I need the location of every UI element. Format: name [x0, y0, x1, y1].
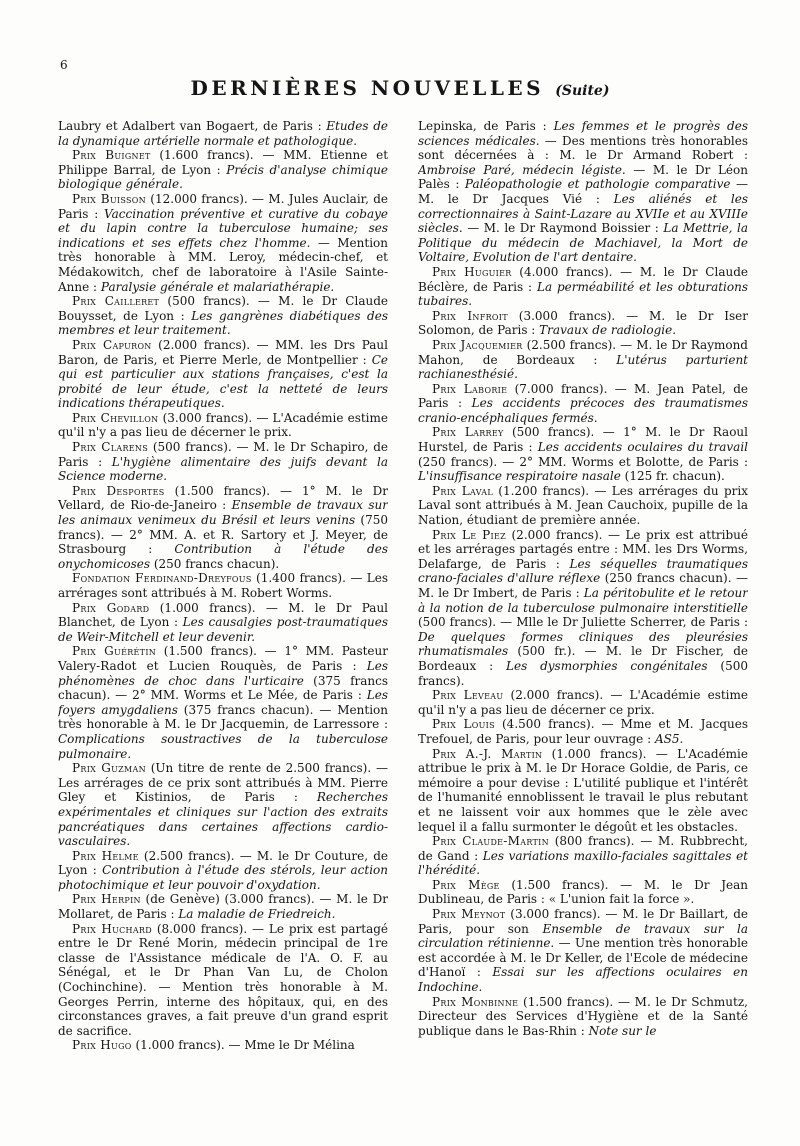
body-text: (500 francs). — M. le Dr Claude Bouysset, de Lyon : — [58, 294, 388, 323]
prize-name: Prix Guérétin — [72, 644, 157, 659]
article-columns — [58, 119, 748, 1134]
page-number: 6 — [60, 58, 68, 72]
prize-name: Prix Louis — [432, 717, 495, 732]
article-paragraph — [418, 309, 748, 338]
body-text: (7.000 francs). — M. Jean Patel, de Paris : — [418, 381, 748, 411]
body-text: (750 francs). — 2° MM. A. et R. Sartory et J. Meyer, de Strasbourg : — [58, 513, 388, 557]
work-title: Les variations maxillo-faciales sagittales et l'hérédité. — [418, 848, 748, 878]
work-title: Ensemble de travaux sur les animaux venimeux du Brésil et leurs venins — [58, 498, 388, 528]
body-text: (de Genève) (3.000 francs). — M. le Dr Mollaret, de Paris : — [58, 892, 388, 922]
body-text: (1.500 francs). — M. le Dr Schmutz, Directeur des Services d'Hygiène et de la Santé publique dans le Bas-Rhin : — [418, 994, 748, 1038]
prize-name: Prix Huguier — [432, 264, 512, 279]
body-text: — Des mentions très honorables sont décernées à : M. le Dr Armand Robert : — [418, 133, 748, 163]
body-text: (1.000 francs). — M. le Dr Paul Blanchet, de Lyon : — [58, 600, 388, 630]
prize-name: Prix Buignet — [72, 148, 151, 163]
work-title: Vaccination préventive et curative du cobaye et du lapin contre la tuberculose humaine; ses indications et ses effets chez l'homme. — [58, 206, 388, 250]
prize-name: Prix Laval — [432, 483, 493, 498]
body-text: (375 francs chacun). — Mention très honorable à M. le Dr Jacquemin, de Larressore : — [58, 702, 388, 732]
body-text: (Un titre de rente de 2.500 francs). — Les arrérages de ce prix sont attribués à MM. Pierre Gley et Kistinios, de Paris : — [58, 761, 388, 805]
body-text: (1.000 francs). — Mme le Dr Mélina — [131, 1038, 355, 1053]
work-title: Paléopathologie et pathologie comparative — [464, 177, 731, 192]
prize-name: Prix A.-J. Martin — [432, 746, 543, 761]
prize-name: Prix Claude-Martin — [432, 834, 549, 849]
body-text: (800 francs). — M. Rubbrecht, de Gand : — [418, 834, 748, 863]
prize-name: Prix Meynot — [432, 907, 506, 922]
article-paragraph — [58, 761, 388, 849]
article-paragraph — [58, 484, 388, 572]
work-title: Complications soustractives de la tuberculose pulmonaire. — [58, 731, 388, 761]
body-text: (500 francs). — 1° M. le Dr Raoul Hurstel, de Paris : — [418, 425, 748, 455]
article-paragraph — [58, 338, 388, 411]
article-paragraph — [58, 411, 388, 440]
left-column — [58, 119, 388, 1134]
body-text: (500 francs). — Mlle le Dr Juliette Scherrer, de Paris : — [418, 615, 748, 630]
work-title: Les séquelles traumatiques crano-faciales d'allure réflexe — [418, 556, 748, 586]
work-title: Recherches expérimentales et cliniques sur l'action des extraits pancréatiques dans certaines affections cardio-vasculaires. — [58, 790, 388, 849]
article-paragraph — [418, 688, 748, 717]
prize-name: Prix Godard — [72, 600, 150, 615]
article-paragraph — [58, 192, 388, 294]
body-text: (2.500 francs). — M. le Dr Raymond Mahon, de Bordeaux : — [418, 337, 748, 367]
prize-name: Prix Laborie — [432, 381, 508, 396]
body-text: Laubry et Adalbert van Bogaert, de Paris : — [58, 119, 327, 133]
prize-name: Prix Leveau — [432, 688, 504, 703]
work-title: Etudes de la dynamique artérielle normale et pathologique. — [58, 119, 388, 148]
body-text: (500 francs). — M. le Dr Schapiro, de Paris : — [58, 440, 388, 469]
prize-name: Prix Infroit — [432, 308, 508, 323]
work-title: Paralysie générale et malariathérapie. — [100, 279, 335, 294]
article-paragraph — [418, 717, 748, 746]
section-subtitle: (Suite) — [555, 83, 610, 99]
article-paragraph — [58, 119, 388, 148]
article-paragraph — [58, 849, 388, 893]
article-paragraph — [58, 440, 388, 484]
body-text: — M. le Dr Léon Palès : — [418, 162, 748, 192]
work-title: Travaux de radiologie. — [539, 323, 677, 338]
work-title: La perméabilité et les obturations tubaires. — [418, 279, 748, 309]
body-text: (3.000 francs). — L'Académie estime qu'il n'y a pas lieu de décerner le prix. — [58, 410, 388, 440]
prize-name: Fondation Ferdinand-Dreyfous — [72, 571, 252, 586]
body-text: (1.400 francs). — Les arrérages sont attribués à M. Robert Worms. — [58, 571, 388, 600]
work-title: Ambroise Paré, médecin légiste. — [418, 162, 626, 177]
work-title: Les phénomènes de choc dans l'urticaire — [58, 658, 388, 688]
work-title: L'hygiène alimentaire des juifs devant la Science moderne. — [58, 454, 388, 484]
work-title: La péritobulite et le retour à la notion de la tuberculose pulmonaire interstitielle — [418, 586, 748, 615]
article-paragraph — [58, 294, 388, 338]
work-title: Essai sur les affections oculaires en Indochine. — [418, 965, 748, 995]
body-text: (1.500 francs). — 1° MM. Pasteur Valery-Radot et Lucien Rouquès, de Paris : — [58, 644, 388, 673]
body-text: (250 francs). — 2° MM. Worms et Bolotte, de Paris : — [418, 454, 748, 469]
article-paragraph — [58, 571, 388, 600]
prize-name: Prix Capuron — [72, 337, 152, 352]
prize-name: Prix Hugo — [72, 1038, 132, 1053]
work-title: De quelques formes cliniques des pleurésies rhumatismales — [418, 629, 748, 659]
work-title: La Mettrie, la Politique du médecin de Machiavel, la Mort de Voltaire, Evolution de l'art dentaire. — [418, 221, 748, 265]
article-paragraph — [418, 834, 748, 878]
work-title: Note sur le — [588, 1023, 657, 1038]
body-text: (1.000 francs). — L'Académie attribue le prix à M. le Dr Horace Goldie, de Paris, ce mémoire a pour devise : L'utilité publique et l'intérêt de l'humanité ennoblissent le travail le plus rebutant et ne laissent voir aux hommes que le zèle avec lequel il a fallu surmonter le dégoût et les obstacles. — [418, 746, 748, 834]
body-text: (1.200 francs). — Les arrérages du prix Laval sont attribués à M. Jean Cauchoix, pupille de la Nation, étudiant de première année. — [418, 483, 748, 528]
article-paragraph — [418, 995, 748, 1039]
article-paragraph — [58, 922, 388, 1039]
prize-name: Prix Herpin — [72, 892, 141, 907]
article-paragraph — [418, 265, 748, 309]
body-text: (2.000 francs). — L'Académie estime qu'il n'y a pas lieu de décerner ce prix. — [418, 688, 748, 717]
work-title: AS5. — [654, 731, 684, 746]
article-paragraph — [58, 601, 388, 645]
work-title: Ce qui est particulier aux stations françaises, c'est la probité de leur étude, c'est la netteté de leurs indications thérapeutiques. — [58, 352, 388, 411]
body-text: (500 fr.). — M. le Dr Fischer, de Bordeaux : — [418, 644, 748, 673]
work-title: Les accidents précoces des traumatismes cranio-encéphaliques fermés. — [418, 396, 748, 425]
prize-name: Prix Cailleret — [72, 294, 160, 309]
work-title: Ensemble de travaux sur la circulation rétinienne. — [418, 921, 748, 951]
work-title: Les gangrènes diabétiques des membres et leur traitement. — [58, 308, 388, 338]
article-paragraph — [418, 382, 748, 426]
body-text: (250 francs chacun). — M. le Dr Imbert, de Paris : — [418, 571, 748, 600]
article-paragraph — [58, 1038, 388, 1053]
work-title: La maladie de Friedreich. — [178, 907, 336, 922]
body-text: (3.000 francs). — M. le Dr Iser Solomon, de Paris : — [418, 308, 748, 338]
work-title: Contribution à l'étude des stérols, leur action photochimique et leur pouvoir d'oxydation. — [58, 863, 388, 892]
body-text: (3.000 francs). — M. le Dr Baillart, de Paris, pour son — [418, 907, 748, 936]
article-paragraph — [58, 644, 388, 761]
body-text: — Mention très honorable à MM. Leroy, médecin-chef, et Médakowitch, chef de laboratoire à l'Asile Sainte-Anne : — [58, 235, 388, 294]
article-paragraph — [418, 484, 748, 528]
prize-name: Prix Mège — [432, 877, 500, 892]
work-title: Les foyers amygdaliens — [58, 688, 388, 717]
work-title: Les accidents oculaires du travail — [537, 440, 748, 455]
prize-name: Prix Jacquemier — [432, 337, 523, 352]
prize-name: Prix Monbinne — [432, 994, 519, 1009]
article-paragraph — [418, 425, 748, 483]
body-text: (2.000 francs). — Le prix est attribué et les arrérages partagés entre : MM. les Drs Worms, Delafarge, de Paris : — [418, 527, 748, 571]
body-text: (2.000 francs). — MM. les Drs Paul Baron, de Paris, et Pierre Merle, de Montpellier : — [58, 337, 388, 367]
article-paragraph — [418, 119, 748, 265]
body-text: (2.500 francs). — M. le Dr Couture, de Lyon : — [58, 848, 388, 878]
article-paragraph — [418, 528, 748, 689]
article-paragraph — [418, 338, 748, 382]
body-text: (1.600 francs). — MM. Etienne et Philippe Barral, de Lyon : — [58, 148, 388, 177]
body-text: — M. le Dr Jacques Vié : — [418, 177, 748, 206]
prize-name: Prix Larrey — [432, 425, 504, 440]
body-text: (4.000 francs). — M. le Dr Claude Béclère, de Paris : — [418, 264, 748, 294]
article-paragraph — [418, 878, 748, 907]
prize-name: Prix Le Piez — [432, 527, 506, 542]
work-title: L'insuffisance respiratoire nasale — [418, 469, 621, 484]
prize-name: Prix Helme — [72, 848, 139, 863]
body-text: (4.500 francs). — Mme et M. Jacques Trefouel, de Paris, pour leur ouvrage : — [418, 717, 748, 746]
section-title: DERNIÈRES NOUVELLES — [190, 76, 545, 100]
body-text: — Une mention très honorable est accordée à M. le Dr Keller, de l'Ecole de médecine d'Hanoï : — [418, 936, 748, 980]
body-text: — M. le Dr Raymond Boissier : — [462, 221, 664, 236]
prize-name: Prix Chevillon — [72, 410, 159, 425]
body-text: (8.000 francs). — Le prix est partagé entre le Dr René Morin, médecin principal de 1re classe de l'Assistance médicale de l'A. O. F. au Sénégal, et le Dr Phan Van Lu, de Cholon (Cochinchine). — Mention très honorable à M. Georges Perrin, interne des hôpitaux, qui, en des circonstances graves, a fait preuve d'un grand esprit de sacrifice. — [58, 921, 388, 1038]
prize-name: Prix Buisson — [72, 191, 146, 206]
body-text: (375 francs chacun). — 2° MM. Worms et Le Mée, de Paris : — [58, 673, 388, 703]
body-text: (1.500 francs). — M. le Dr Jean Dublineau, de Paris : « L'union fait la force ». — [418, 877, 748, 907]
right-column — [418, 119, 748, 1134]
body-text: (1.500 francs). — 1° M. le Dr Vellard, de Rio-de-Janeiro : — [58, 483, 388, 513]
work-title: Les aliénés et les correctionnaires à Saint-Lazare au XVIIe et au XVIIIe siècles. — [418, 191, 748, 236]
article-paragraph — [58, 148, 388, 192]
work-title: Contribution à l'étude des onychomicoses — [58, 542, 388, 571]
work-title: Précis d'analyse chimique biologique générale. — [58, 162, 388, 192]
work-title: Les femmes et le progrès des sciences médicales. — [418, 119, 748, 148]
work-title: L'utérus parturient rachianesthésié. — [418, 352, 748, 382]
article-paragraph — [58, 892, 388, 921]
body-text: Lepinska, de Paris : — [418, 119, 554, 133]
prize-name: Prix Guzman — [72, 761, 146, 776]
article-paragraph — [418, 907, 748, 995]
work-title: Les causalgies post-traumatiques de Weir-Mitchell et leur devenir. — [58, 615, 388, 644]
article-paragraph — [418, 747, 748, 835]
prize-name: Prix Clarens — [72, 440, 149, 455]
prize-name: Prix Desportes — [72, 483, 165, 498]
body-text: (500 francs). — [418, 658, 748, 688]
prize-name: Prix Huchard — [72, 921, 152, 936]
page-title — [0, 76, 800, 100]
body-text: (250 francs chacun). — [150, 556, 280, 571]
body-text: (12.000 francs). — M. Jules Auclair, de Paris : — [58, 191, 388, 221]
body-text: (125 fr. chacun). — [620, 469, 725, 484]
work-title: Les dysmorphies congénitales — [506, 658, 708, 673]
